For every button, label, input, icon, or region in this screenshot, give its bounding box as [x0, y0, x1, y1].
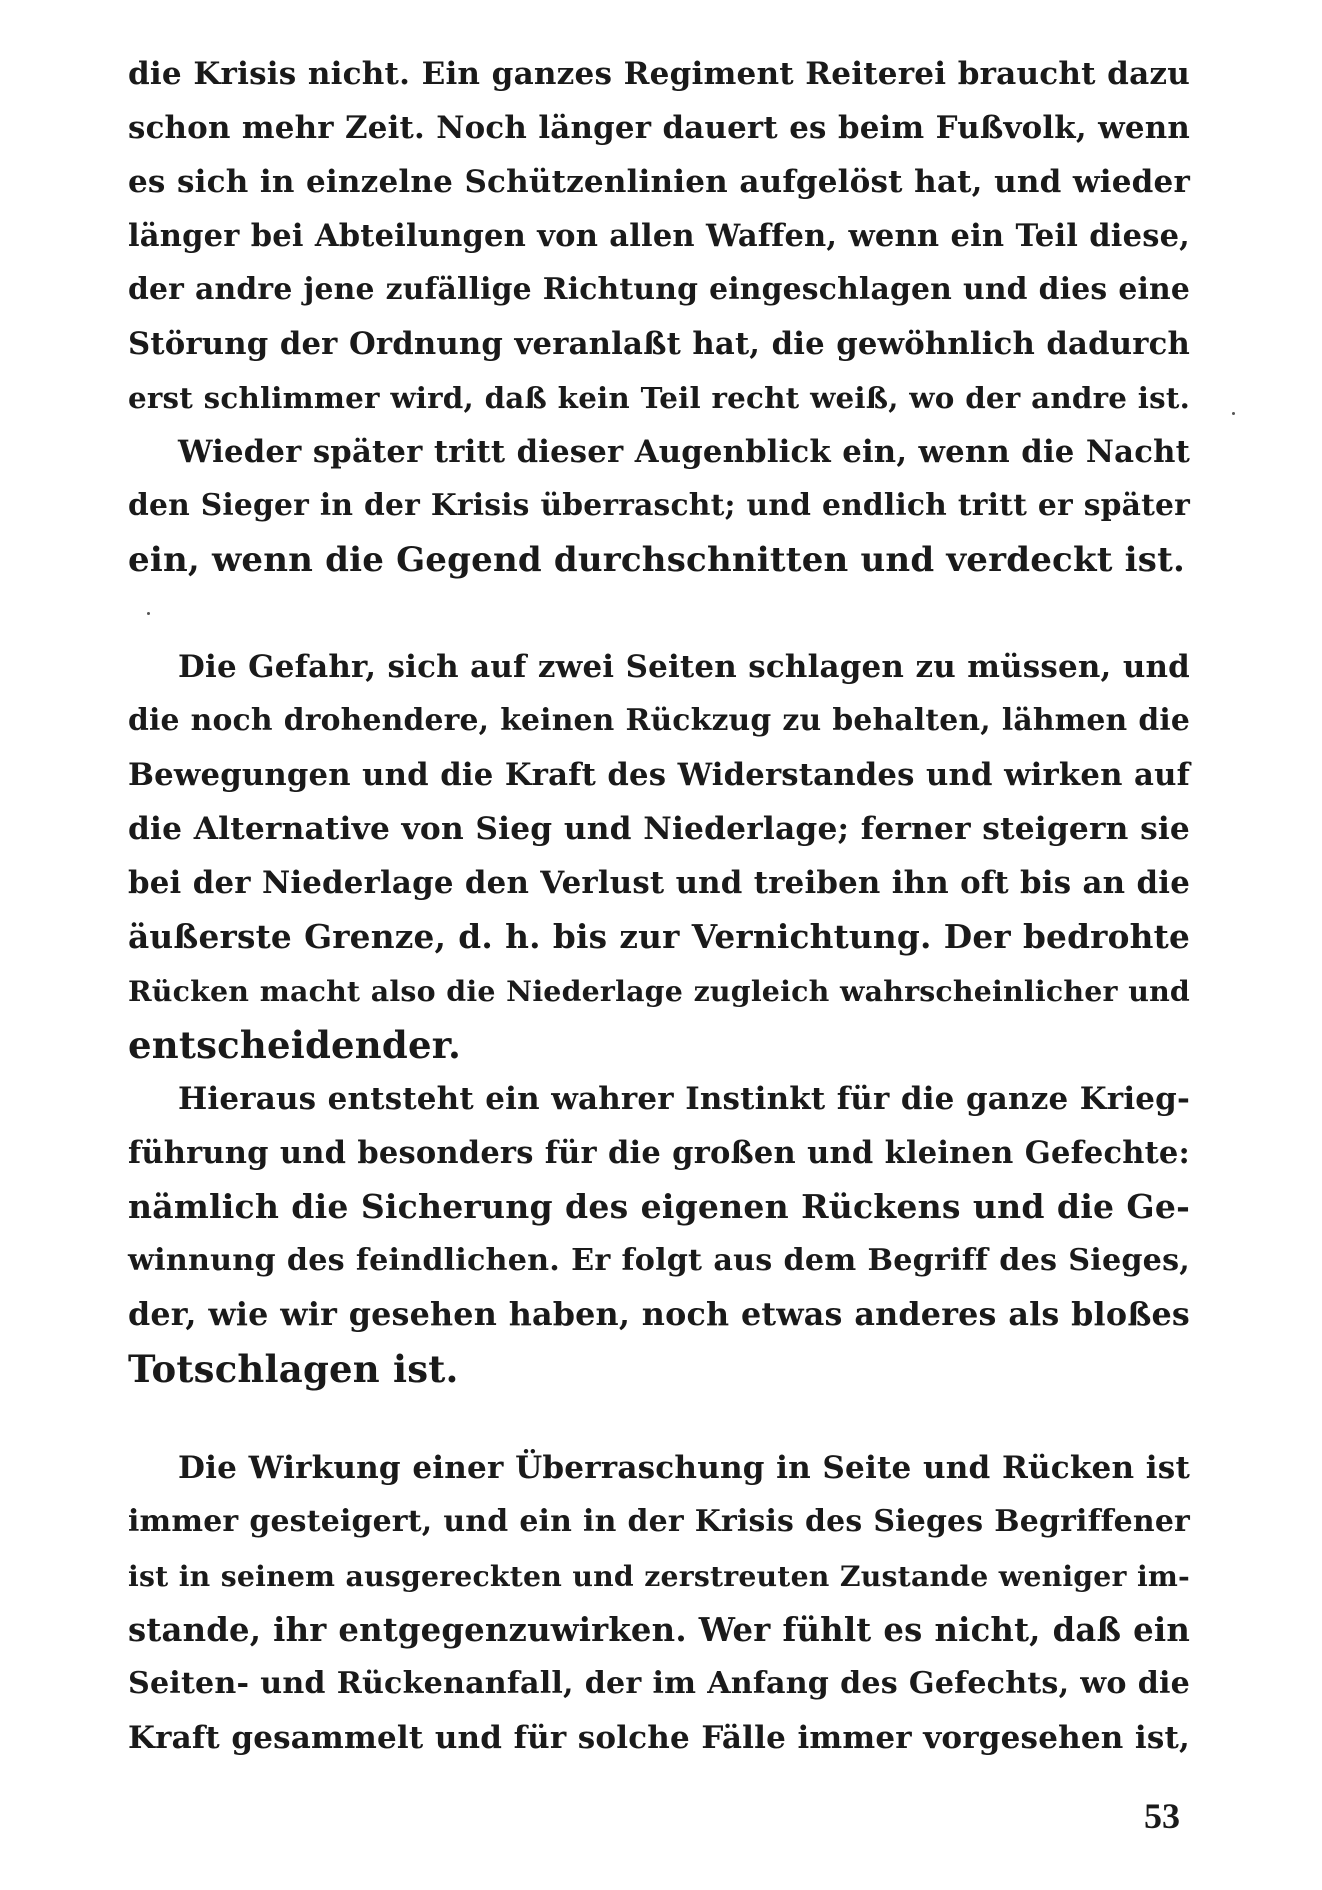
- text-line: schon mehr Zeit. Noch länger dauert es beim Fußvolk, wenn: [128, 110, 1190, 146]
- scan-speck: [1232, 412, 1235, 415]
- paragraph-1: [128, 47, 1190, 425]
- text-line: Hieraus entsteht ein wahrer Instinkt für die ganze Krieg-: [178, 1081, 1190, 1117]
- text-line: länger bei Abteilungen von allen Waffen, wenn ein Teil diese,: [128, 218, 1190, 254]
- paragraph-4: [128, 1072, 1190, 1396]
- text-line: es sich in einzelne Schützenlinien aufgelöst hat, und wieder: [128, 164, 1190, 200]
- page-number: 53: [1144, 1796, 1180, 1836]
- text-line: Die Gefahr, sich auf zwei Seiten schlagen zu müssen, und: [178, 649, 1190, 685]
- text-line: Rücken macht also die Niederlage zugleich wahrscheinlicher und: [128, 974, 1190, 1008]
- text-line: stande, ihr entgegenzuwirken. Wer fühlt es nicht, daß ein: [128, 1611, 1190, 1649]
- text-line: entscheidender.: [128, 1023, 462, 1067]
- text-line: erst schlimmer wird, daß kein Teil recht weiß, wo der andre ist.: [128, 380, 1190, 415]
- text-line: nämlich die Sicherung des eigenen Rückens und die Ge-: [128, 1187, 1190, 1226]
- paragraph-3: [128, 640, 1190, 1072]
- paragraph-5: [128, 1441, 1190, 1765]
- text-line: der, wie wir gesehen haben, noch etwas anderes als bloßes: [128, 1296, 1190, 1333]
- text-line: Störung der Ordnung veranlaßt hat, die gewöhnlich dadurch: [128, 326, 1190, 362]
- text-line: bei der Niederlage den Verlust und treiben ihn oft bis an die: [128, 865, 1190, 901]
- text-line: äußerste Grenze, d. h. bis zur Vernichtung. Der bedrohte: [128, 917, 1190, 956]
- text-line: die Alternative von Sieg und Niederlage; ferner steigern sie: [128, 811, 1190, 847]
- text-line: ist in seinem ausgereckten und zerstreuten Zustande weniger im-: [128, 1559, 1190, 1593]
- text-line: Wieder später tritt dieser Augenblick ein, wenn die Nacht: [178, 434, 1190, 470]
- paragraph-2: [128, 425, 1190, 587]
- text-line: ein, wenn die Gegend durchschnitten und verdeckt ist.: [128, 540, 1186, 580]
- scan-speck: [147, 612, 150, 615]
- text-line: Totschlagen ist.: [128, 1347, 459, 1391]
- text-line: Bewegungen und die Kraft des Widerstandes und wirken auf: [128, 757, 1190, 793]
- text-line: die noch drohendere, keinen Rückzug zu behalten, lähmen die: [128, 703, 1190, 738]
- text-line: immer gesteigert, und ein in der Krisis des Sieges Begriffener: [128, 1504, 1190, 1539]
- text-line: Kraft gesammelt und für solche Fälle immer vorgesehen ist,: [128, 1720, 1190, 1756]
- text-line: die Krisis nicht. Ein ganzes Regiment Reiterei braucht dazu: [128, 56, 1190, 92]
- text-line: winnung des feindlichen. Er folgt aus dem Begriff des Sieges,: [128, 1243, 1190, 1278]
- text-line: der andre jene zufällige Richtung eingeschlagen und dies eine: [128, 272, 1190, 307]
- text-line: Die Wirkung einer Überraschung in Seite und Rücken ist: [178, 1450, 1190, 1486]
- text-line: den Sieger in der Krisis überrascht; und endlich tritt er später: [128, 488, 1190, 523]
- text-line: Seiten- und Rückenanfall, der im Anfang des Gefechts, wo die: [128, 1666, 1190, 1701]
- text-line: führung und besonders für die großen und kleinen Gefechte:: [128, 1135, 1190, 1171]
